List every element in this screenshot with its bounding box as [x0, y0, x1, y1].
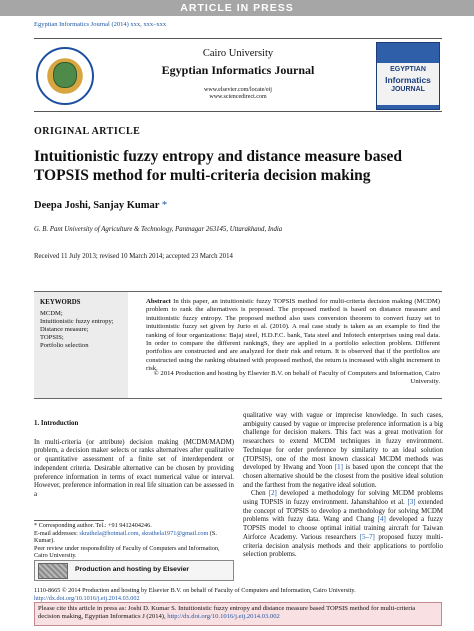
abstract-copyright: © 2014 Production and hosting by Elsevier B.V. on behalf of Faculty of Computers and Information, Cairo University. [153, 370, 440, 386]
issn-copyright: 1110-8665 © 2014 Production and hosting by Elsevier B.V. on behalf of Faculty of Computers and Information, Cairo University. [34, 587, 356, 594]
sciencedirect-url[interactable]: www.sciencedirect.com [209, 94, 267, 100]
keyword-item: Intuitionistic fuzzy entropy; [40, 318, 114, 325]
keywords-panel [34, 292, 128, 398]
cover-line-3: JOURNAL [391, 86, 425, 93]
para-text: is based upon the concept that the chosen alternative should be the closest from the positive ideal solution and the farthest from the negative ideal solution. [243, 464, 443, 489]
footnote-rule [34, 520, 104, 521]
article-type: ORIGINAL ARTICLE [34, 126, 141, 137]
intro-paragraph-3 [243, 490, 443, 560]
masthead-center [104, 39, 372, 113]
corresponding-author-note: * Corresponding author. Tel.: +91 9412404246. [34, 522, 152, 529]
elsevier-tree-icon [38, 563, 68, 579]
para-text: developed a fuzzy TOPSIS model to choose optimal initial training aircraft for Taiwan Airforce Academy. Various researchers [243, 516, 443, 541]
email-link-1[interactable]: skrathela@hotmail.com, [79, 529, 141, 537]
para-text: extended the concept of TOPSIS to develop a methodology for solving MCDM problems with fuzzy data. Wang and Chang [243, 499, 443, 524]
abstract-label: Abstract [146, 298, 171, 305]
corresponding-author-mark[interactable]: * [161, 200, 168, 211]
cite-notice-text: Please cite this article in press as: Joshi D. Kumar S. Intuitionistic fuzzy entropy and distance measure based TOPSIS method for multi-criteria decision making, Egyptian Informatics J (2014), [38, 605, 416, 621]
email-note [34, 530, 234, 545]
journal-name: Egyptian Informatics Journal [161, 63, 315, 77]
para-text: qualitative way with vague or imprecise knowledge. In such cases, ambiguity caused by vague or imprecise preference information is a big challenge for decision makers. This fact was a great motivation for researchers to extend MCDM techniques in fuzzy environment. Technique for order preference by similarity to an ideal solution (TOPSIS), one of the most known classical MCDM methods was developed by Hwang and Yoon [243, 412, 443, 472]
logo-emblem-icon [53, 62, 77, 88]
keyword-item: Distance measure; [40, 326, 89, 333]
para-text: developed a methodology for solving MCDM problems using TOPSIS in fuzzy environment. Jahanshahloo et al. [243, 490, 443, 507]
cite-doi-link[interactable]: http://dx.doi.org/10.1016/j.eij.2014.03.002 [167, 613, 280, 621]
keywords-heading: KEYWORDS [40, 299, 81, 306]
author-list [34, 200, 167, 211]
cover-line-2: Informatics [385, 75, 431, 85]
right-column [243, 412, 443, 560]
article-in-press-banner: ARTICLE IN PRESS [0, 0, 474, 16]
intro-paragraph-2 [243, 412, 443, 490]
footnotes [34, 522, 234, 560]
abstract-text [146, 298, 440, 374]
running-head[interactable]: Egyptian Informatics Journal (2014) xxx, xxx–xxx [34, 21, 167, 28]
keyword-item: TOPSIS; [40, 334, 64, 341]
email-tail: (S. Kumar). [34, 529, 217, 545]
citation-link[interactable]: [5–7] [359, 533, 375, 541]
cover-line-1: EGYPTIAN [390, 66, 426, 73]
production-text: Production and hosting by Elsevier [75, 566, 190, 573]
citation-link[interactable]: [2] [268, 490, 277, 498]
journal-url[interactable]: www.elsevier.com/locate/eij [204, 87, 272, 93]
email-label: E-mail addresses: [34, 529, 78, 537]
cairo-university-logo [36, 47, 94, 105]
university-name: Cairo University [202, 48, 274, 59]
doi-link[interactable]: http://dx.doi.org/10.1016/j.eij.2014.03.002 [34, 594, 140, 602]
peer-review-note: Peer review under responsibility of Faculty of Computers and Information, Cairo University. [34, 544, 220, 560]
issn-doi-line [34, 587, 356, 602]
journal-masthead [34, 38, 442, 112]
keyword-item: MCDM; [40, 310, 63, 317]
section-heading: 1. Introduction [34, 420, 79, 427]
affiliation: G. B. Pant University of Agriculture & Technology, Pantnagar 263145, Uttarakhand, India [34, 226, 283, 233]
author-names: Deepa Joshi, Sanjay Kumar [34, 200, 160, 211]
citation-link[interactable]: [4] [377, 516, 386, 524]
keyword-item: Portfolio selection [40, 342, 89, 349]
received-dates: Received 11 July 2013; revised 10 March 2014; accepted 23 March 2014 [34, 253, 233, 260]
email-link-2[interactable]: skrathela1971@gmail.com [141, 529, 209, 537]
abstract-box [34, 291, 442, 399]
production-box [34, 560, 234, 581]
cite-notice-box [34, 602, 442, 626]
left-column [34, 420, 234, 500]
abstract-body: In this paper, an intuitionistic fuzzy TOPSIS method for multi-criteria decision making (MCDM) problem to rank the alternatives is proposed. The proposed method is based on distance measure and intuitionistic fuzzy entropy. The proposed method also uses conversion theorem to convert fuzzy set to intuitionistic fuzzy set given by Jurio et al. (2010). A real case study is taken as an example to find the ranking of four organizations: Bajaj steel, H.D.F.C. bank, Tata steel and Infotech enterprises using real data. In order to compare the different rankingS, they are applied in a portfolio selection problem. Different portfolios are constructed and are analyzed for their risk and return. It is observed that if the portfolios are constructed using the ranking obtained with proposed method, the return is increased with slight increment in risk. [146, 298, 441, 373]
citation-link[interactable]: [1] [334, 464, 343, 472]
citation-link[interactable]: [3] [407, 499, 416, 507]
para-text: Chen [251, 490, 266, 498]
article-title: Intuitionistic fuzzy entropy and distance measure based TOPSIS method for multi-criteria decision making [34, 148, 403, 184]
para-text: proposed fuzzy multi-criteria decision analysis methods and their applications to portfolio selection problems. [243, 533, 443, 559]
journal-cover-image [376, 42, 440, 110]
intro-paragraph-1: In multi-criteria (or attribute) decision making (MCDM/MADM) problem, a decision maker selects or ranks alternatives after qualitative or quantitative assessment of a finite set of interdependent or independent criteria. Desirable alternative can be chosen by providing preference information in terms of exact numerical value or interval. However, preference information in real life situation can be assessed in a [34, 438, 234, 498]
